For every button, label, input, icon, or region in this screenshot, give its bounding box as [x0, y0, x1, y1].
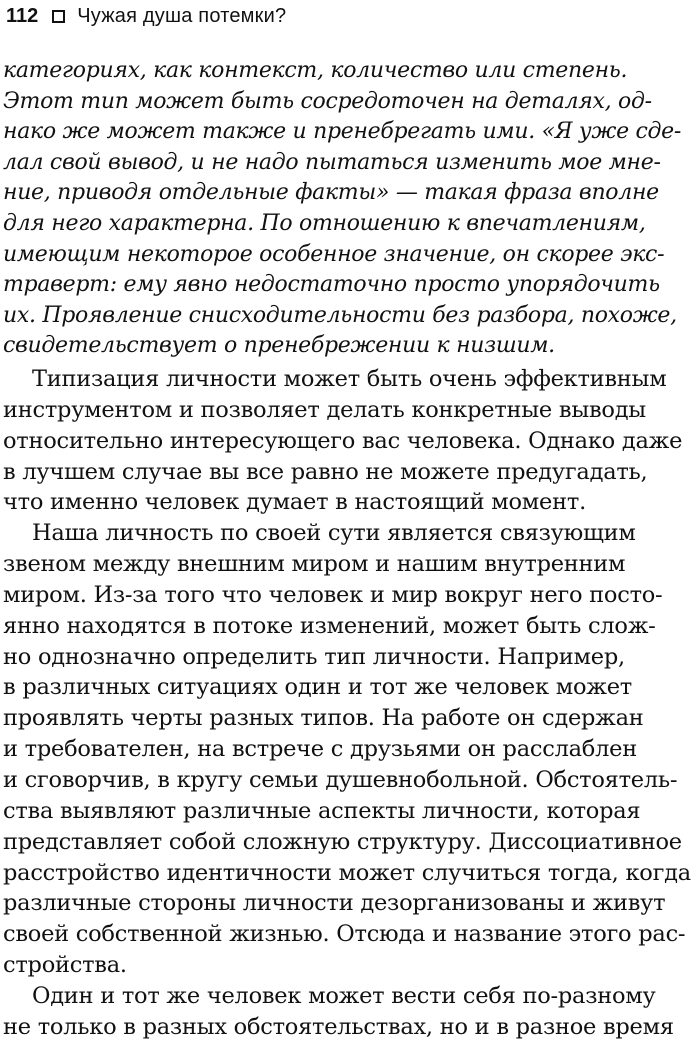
text-line: имеющим некоторое особенное значение, он скорее экс-	[3, 241, 665, 267]
paragraph-2-line: проявлять черты разных типов. На работе он сдержан	[3, 705, 644, 732]
text-line: их. Проявление снисходительности без разбора, похоже,	[3, 302, 677, 328]
paragraph-2-line: звеном между внешним миром и нашим внутренним	[3, 551, 626, 578]
paragraph-2-line: стройства.	[3, 952, 127, 979]
paragraph-2-line: янно находятся в потоке изменений, может быть слож-	[3, 612, 656, 639]
paragraph-2-line: и сговорчив, в кругу семьи душевнобольной. Обстоятель-	[3, 766, 678, 793]
paragraph-1-line: инструментом и позволяет делать конкретные выводы	[3, 396, 646, 423]
text-line: нако же может также и пренебрегать ими. «Я уже сде-	[3, 119, 682, 145]
paragraph-2-line: Наша личность по своей сути является связующим	[32, 520, 636, 547]
paragraph-2-line: в различных ситуациях один и тот же человек может	[3, 674, 632, 701]
text-line: ние, приводя отдельные факты» — такая фраза вполне	[3, 180, 659, 206]
page-number: 112	[6, 5, 39, 27]
text-line: категориях, как контекст, количество или степень.	[3, 58, 628, 83]
paragraph-1-line: Типизация личности может быть очень эффективным	[32, 366, 667, 392]
paragraph-2-line: и требователен, на встрече с друзьями он расслаблен	[3, 736, 637, 763]
square-icon	[52, 10, 65, 23]
running-head	[6, 2, 286, 30]
paragraph-2-line: но однозначно определить тип личности. Например,	[3, 643, 625, 670]
paragraph-2-line: миром. Из-за того что человек и мир вокруг него посто-	[3, 581, 663, 608]
paragraph-2-line: ства выявляют различные аспекты личности, которая	[3, 797, 641, 824]
paragraph-1-line: относительно интересующего вас человека. Однако даже	[3, 427, 683, 454]
italic-passage	[3, 56, 682, 362]
paragraph-2-line: расстройство идентичности может случиться тогда, когда	[3, 859, 691, 886]
paragraph-2-line: представляет собой сложную структуру. Диссоциативное	[3, 828, 682, 855]
text-line: траверт: ему явно недостаточно просто упорядочить	[3, 272, 660, 298]
paragraph-2-line: различные стороны личности дезорганизованы и живут	[3, 890, 666, 917]
paragraph-2-line: своей собственной жизнью. Отсюда и название этого рас-	[3, 921, 686, 948]
text-line: для него характерна. По отношению к впечатлениям,	[3, 210, 646, 236]
paragraph-3-line: Один и тот же человек может вести себя по-разному	[32, 982, 656, 1009]
paragraph-1-line: что именно человек думает в настоящий момент.	[3, 489, 586, 516]
text-line: свидетельствует о пренебрежении к низшим.	[3, 333, 555, 359]
text-line: лал свой вывод, и не надо пытаться изменить мое мне-	[3, 149, 661, 175]
paragraph-3-line: не только в разных обстоятельствах, но и в разное время	[3, 1013, 674, 1040]
text-line: Этот тип может быть сосредоточен на деталях, од-	[3, 88, 652, 114]
running-title: Чужая душа потемки?	[77, 5, 287, 27]
paragraph-1-line: в лучшем случае вы все равно не можете предугадать,	[3, 458, 648, 485]
body-text	[3, 364, 691, 1043]
